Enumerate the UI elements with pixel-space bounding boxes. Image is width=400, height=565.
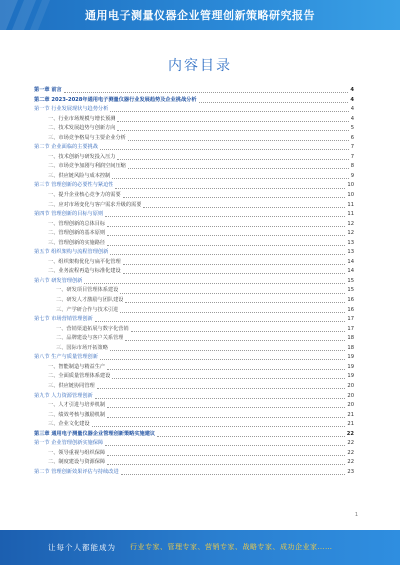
toc-leader-dots <box>121 474 346 475</box>
toc-entry[interactable] <box>34 277 354 287</box>
toc-entry-label: 一、智能制造与精益生产 <box>48 363 106 370</box>
toc-entry-page: 15 <box>347 277 354 284</box>
toc-entry[interactable] <box>34 392 354 402</box>
toc-leader-dots <box>100 149 349 150</box>
footer-slogan: 让每个人都能成为 <box>48 543 116 552</box>
toc-entry-page: 18 <box>347 335 354 342</box>
toc-entry-page: 6 <box>350 134 354 141</box>
toc-entry-label: 第五节 组织架构与流程管理创新 <box>34 249 109 256</box>
toc-entry[interactable] <box>34 372 354 382</box>
toc-entry-page: 22 <box>346 430 354 437</box>
toc-leader-dots <box>92 426 346 427</box>
toc-entry-label: 三、企业文化建设 <box>48 421 90 428</box>
toc-entry[interactable] <box>34 258 354 268</box>
toc-entry-page: 22 <box>347 440 354 447</box>
toc-entry[interactable] <box>34 172 354 182</box>
toc-entry-label: 二、业务流程再造与标准化建设 <box>48 268 121 275</box>
toc-leader-dots <box>107 369 345 370</box>
toc-leader-dots <box>105 445 345 446</box>
report-header-banner <box>0 0 400 30</box>
toc-entry-label: 第一节 行业发展现状与趋势分析 <box>34 106 109 113</box>
toc-entry[interactable] <box>34 286 354 296</box>
toc-entry[interactable] <box>34 105 354 115</box>
toc-entry-label: 第二节 管理创新效果评估与持续改进 <box>34 468 119 475</box>
toc-leader-dots <box>128 168 349 169</box>
toc-entry-label: 一、技术创新与研发投入压力 <box>48 153 116 160</box>
toc-entry-label: 第一节 企业管理创新实施保障 <box>34 440 104 447</box>
toc-entry[interactable] <box>34 162 354 172</box>
toc-entry[interactable] <box>34 325 354 335</box>
toc-leader-dots <box>123 273 346 274</box>
toc-entry[interactable] <box>34 439 354 449</box>
toc-leader-dots <box>117 130 348 131</box>
toc-entry[interactable] <box>34 334 354 344</box>
toc-entry-label: 第二章 2023-2028年通用电子测量仪器行业发展趋势及企业挑战分析 <box>34 96 197 103</box>
toc-entry-page: 20 <box>347 402 354 409</box>
toc-entry[interactable] <box>34 153 354 163</box>
report-title: 通用电子测量仪器企业管理创新策略研究报告 <box>85 9 315 22</box>
toc-entry-label: 第二节 企业面临的主要挑战 <box>34 144 98 151</box>
toc-entry-label: 三、管理创新的实施路径 <box>48 239 106 246</box>
toc-entry-page: 23 <box>347 468 354 475</box>
toc-leader-dots <box>123 197 346 198</box>
toc-entry-page: 17 <box>347 316 354 323</box>
toc-entry-page: 10 <box>347 192 354 199</box>
toc-entry[interactable] <box>34 468 354 478</box>
toc-entry-page: 22 <box>347 449 354 456</box>
toc-entry-page: 16 <box>347 297 354 304</box>
toc-leader-dots <box>125 340 345 341</box>
toc-entry[interactable] <box>34 201 354 211</box>
toc-entry-label: 一、提升企业核心竞争力的需要 <box>48 192 121 199</box>
toc-entry[interactable] <box>34 229 354 239</box>
toc-entry-page: 22 <box>347 459 354 466</box>
toc-entry-page: 18 <box>347 344 354 351</box>
toc-entry-label: 二、市场竞争加剧与利润空间压缩 <box>48 163 126 170</box>
toc-entry-label: 第三章 通用电子测量仪器企业管理创新策略实施建议 <box>34 430 156 437</box>
toc-leader-dots <box>95 398 346 399</box>
toc-leader-dots <box>143 207 345 208</box>
toc-entry[interactable] <box>34 401 354 411</box>
toc-entry-label: 第四节 管理创新的目标与原则 <box>34 211 104 218</box>
toc-leader-dots <box>107 407 345 408</box>
toc-entry-label: 一、研发项目管理体系建设 <box>56 287 119 294</box>
toc-entry-page: 10 <box>347 182 354 189</box>
toc-entry[interactable] <box>34 115 354 125</box>
toc-entry-label: 第八节 生产与质量管理创新 <box>34 354 98 361</box>
toc-entry-label: 一、营销渠道拓展与数字化营销 <box>56 325 129 332</box>
toc-entry-label: 二、应对市场变化与客户需求升级的需要 <box>48 201 142 208</box>
toc-entry[interactable] <box>34 382 354 392</box>
toc-entry-page: 5 <box>350 125 354 132</box>
toc-entry-page: 20 <box>347 382 354 389</box>
table-of-contents <box>34 86 354 477</box>
toc-entry-label: 三、市场竞争格局与主要企业分析 <box>48 134 126 141</box>
toc-entry-label: 二、研发人才激励与团队建设 <box>56 297 124 304</box>
toc-leader-dots <box>64 92 349 93</box>
toc-entry-label: 第七节 市场营销管理创新 <box>34 316 93 323</box>
toc-leader-dots <box>107 455 345 456</box>
toc-leader-dots <box>125 302 345 303</box>
toc-leader-dots <box>157 436 345 437</box>
toc-entry-label: 三、供应链协同管理 <box>48 382 95 389</box>
toc-entry[interactable] <box>34 430 354 440</box>
toc-entry-label: 第六节 研发管理创新 <box>34 277 83 284</box>
toc-entry-page: 20 <box>347 392 354 399</box>
toc-entry-page: 8 <box>350 163 354 170</box>
page-number: 1 <box>354 512 358 518</box>
toc-leader-dots <box>110 111 348 112</box>
toc-entry-page: 14 <box>347 268 354 275</box>
toc-leader-dots <box>110 254 345 255</box>
toc-entry-page: 19 <box>347 373 354 380</box>
toc-leader-dots <box>112 178 348 179</box>
toc-entry-page: 12 <box>347 230 354 237</box>
toc-entry[interactable] <box>34 306 354 316</box>
toc-entry-page: 12 <box>347 220 354 227</box>
toc-leader-dots <box>107 245 345 246</box>
toc-entry-label: 三、国际市场开拓策略 <box>56 344 108 351</box>
toc-entry[interactable] <box>34 267 354 277</box>
toc-entry-label: 二、管理创新的基本原则 <box>48 230 106 237</box>
toc-heading: 内容目录 <box>168 58 232 74</box>
toc-entry-page: 17 <box>347 325 354 332</box>
toc-leader-dots <box>107 464 345 465</box>
toc-entry-page: 19 <box>347 354 354 361</box>
toc-entry[interactable] <box>34 134 354 144</box>
toc-entry[interactable] <box>34 344 354 354</box>
toc-leader-dots <box>115 188 345 189</box>
toc-entry-label: 一、组织架构优化与扁平化管理 <box>48 258 121 265</box>
toc-entry-page: 7 <box>350 144 354 151</box>
toc-leader-dots <box>117 159 348 160</box>
toc-entry-page: 4 <box>350 96 354 103</box>
toc-leader-dots <box>110 350 346 351</box>
toc-entry[interactable] <box>34 353 354 363</box>
toc-leader-dots <box>105 216 345 217</box>
toc-entry[interactable] <box>34 124 354 134</box>
toc-entry-page: 9 <box>350 172 354 179</box>
toc-entry-label: 二、绩效考核与激励机制 <box>48 411 106 418</box>
toc-leader-dots <box>107 226 345 227</box>
footer-banner <box>0 530 400 565</box>
toc-entry[interactable] <box>34 315 354 325</box>
toc-entry[interactable] <box>34 411 354 421</box>
toc-entry-page: 11 <box>347 201 354 208</box>
toc-entry[interactable] <box>34 143 354 153</box>
toc-entry-label: 二、全面质量管理体系建设 <box>48 373 111 380</box>
toc-leader-dots <box>120 312 345 313</box>
toc-leader-dots <box>117 121 348 122</box>
toc-entry-page: 15 <box>347 287 354 294</box>
toc-entry[interactable] <box>34 86 354 96</box>
toc-entry-label: 第一章 前言 <box>34 87 62 93</box>
toc-leader-dots <box>100 359 345 360</box>
toc-leader-dots <box>107 235 345 236</box>
toc-entry-page: 13 <box>347 249 354 256</box>
toc-leader-dots <box>97 388 346 389</box>
toc-entry-page: 11 <box>347 211 354 218</box>
toc-entry[interactable] <box>34 449 354 459</box>
toc-entry[interactable] <box>34 239 354 249</box>
toc-leader-dots <box>84 283 345 284</box>
toc-leader-dots <box>199 102 349 103</box>
toc-entry-page: 13 <box>347 239 354 246</box>
toc-entry-page: 21 <box>347 411 354 418</box>
toc-entry[interactable] <box>34 210 354 220</box>
toc-entry-label: 第三节 管理创新的必要性与紧迫性 <box>34 182 114 189</box>
toc-entry[interactable] <box>34 248 354 258</box>
toc-entry[interactable] <box>34 96 354 106</box>
toc-entry[interactable] <box>34 363 354 373</box>
toc-entry-page: 4 <box>350 87 354 93</box>
toc-entry-label: 二、品牌建设与客户关系管理 <box>56 335 124 342</box>
footer-roles: 行业专家、管理专家、营销专家、战略专家、成功企业家…… <box>130 543 333 551</box>
toc-leader-dots <box>107 417 345 418</box>
toc-entry[interactable] <box>34 296 354 306</box>
toc-entry-page: 16 <box>347 306 354 313</box>
toc-entry[interactable] <box>34 220 354 230</box>
toc-leader-dots <box>112 378 345 379</box>
toc-entry-label: 三、产学研合作与技术引进 <box>56 306 119 313</box>
toc-entry-page: 4 <box>350 106 354 113</box>
toc-entry[interactable] <box>34 458 354 468</box>
toc-entry-label: 第九节 人力资源管理创新 <box>34 392 93 399</box>
toc-leader-dots <box>131 331 346 332</box>
toc-entry-label: 一、行业市场规模与增长预测 <box>48 115 116 122</box>
toc-entry-label: 三、供应链风险与成本控制 <box>48 172 111 179</box>
toc-entry[interactable] <box>34 420 354 430</box>
toc-leader-dots <box>120 293 345 294</box>
toc-leader-dots <box>123 264 346 265</box>
toc-entry-page: 19 <box>347 363 354 370</box>
toc-entry-label: 一、领导重视与组织保障 <box>48 449 106 456</box>
toc-leader-dots <box>95 321 346 322</box>
toc-entry-page: 7 <box>350 153 354 160</box>
toc-entry-label: 二、制度建设与资源保障 <box>48 459 106 466</box>
toc-entry[interactable] <box>34 181 354 191</box>
toc-leader-dots <box>128 140 349 141</box>
toc-entry-label: 一、人才引进与培养机制 <box>48 402 106 409</box>
toc-entry-label: 一、管理创新的总体目标 <box>48 220 106 227</box>
toc-entry-page: 14 <box>347 258 354 265</box>
toc-entry-label: 二、技术发展趋势与创新方向 <box>48 125 116 132</box>
toc-entry-page: 4 <box>350 115 354 122</box>
toc-entry[interactable] <box>34 191 354 201</box>
toc-entry-page: 21 <box>347 421 354 428</box>
